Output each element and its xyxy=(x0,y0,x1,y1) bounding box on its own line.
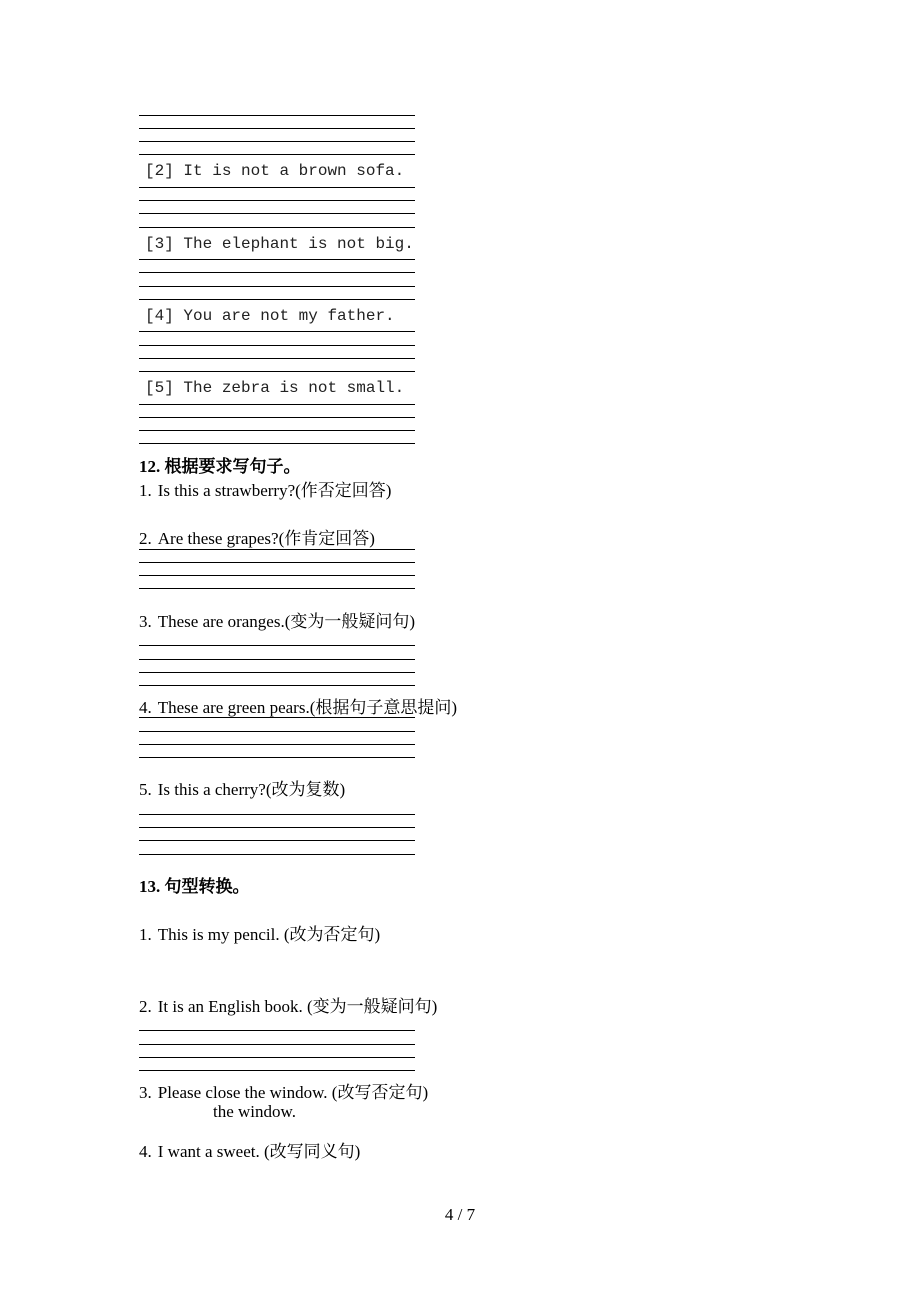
answer-line[interactable] xyxy=(139,731,415,732)
question-item: 1. This is my pencil. (改为否定句) xyxy=(139,925,381,944)
question-item: 3. Please close the window. (改写否定句) xyxy=(139,1083,429,1102)
question-item: 4. These are green pears.(根据句子意思提问) xyxy=(139,698,458,717)
answer-line[interactable] xyxy=(139,672,415,673)
answer-line[interactable] xyxy=(139,549,415,550)
answer-line[interactable] xyxy=(139,259,415,260)
answer-line[interactable] xyxy=(139,757,415,758)
transform-item: [3] The elephant is not big. xyxy=(145,235,414,253)
answer-line[interactable] xyxy=(139,227,415,228)
answer-line[interactable] xyxy=(139,1057,415,1058)
answer-line[interactable] xyxy=(139,272,415,273)
answer-line[interactable] xyxy=(139,685,415,686)
answer-line[interactable] xyxy=(139,562,415,563)
page-number: 4 / 7 xyxy=(444,1205,476,1224)
question-item: 4. I want a sweet. (改写同义句) xyxy=(139,1142,361,1161)
answer-line[interactable] xyxy=(139,154,415,155)
answer-line[interactable] xyxy=(139,417,415,418)
answer-line[interactable] xyxy=(139,575,415,576)
answer-line[interactable] xyxy=(139,331,415,332)
answer-line[interactable] xyxy=(139,358,415,359)
answer-line[interactable] xyxy=(139,404,415,405)
answer-line[interactable] xyxy=(139,659,415,660)
section-13-title: 13. 句型转换。 xyxy=(139,877,250,896)
answer-line[interactable] xyxy=(139,200,415,201)
answer-line[interactable] xyxy=(139,187,415,188)
answer-line[interactable] xyxy=(139,717,415,718)
answer-line[interactable] xyxy=(139,1044,415,1045)
question-item: 5. Is this a cherry?(改为复数) xyxy=(139,780,346,799)
answer-line[interactable] xyxy=(139,141,415,142)
transform-item: [4] You are not my father. xyxy=(145,307,395,325)
answer-line[interactable] xyxy=(139,1030,415,1031)
answer-line[interactable] xyxy=(139,286,415,287)
question-item: 2. Are these grapes?(作肯定回答) xyxy=(139,529,375,548)
answer-line[interactable] xyxy=(139,128,415,129)
answer-line[interactable] xyxy=(139,645,415,646)
transform-item: [5] The zebra is not small. xyxy=(145,379,405,397)
answer-line[interactable] xyxy=(139,371,415,372)
transform-item: [2] It is not a brown sofa. xyxy=(145,162,405,180)
answer-line[interactable] xyxy=(139,299,415,300)
question-item: 3. These are oranges.(变为一般疑问句) xyxy=(139,612,416,631)
question-continuation: the window. xyxy=(213,1102,296,1121)
question-item: 1. Is this a strawberry?(作否定回答) xyxy=(139,481,392,500)
section-12-title: 12. 根据要求写句子。 xyxy=(139,457,301,476)
answer-line[interactable] xyxy=(139,588,415,589)
answer-line[interactable] xyxy=(139,213,415,214)
answer-line[interactable] xyxy=(139,840,415,841)
answer-line[interactable] xyxy=(139,827,415,828)
answer-line[interactable] xyxy=(139,430,415,431)
answer-line[interactable] xyxy=(139,443,415,444)
answer-line[interactable] xyxy=(139,814,415,815)
answer-line[interactable] xyxy=(139,115,415,116)
answer-line[interactable] xyxy=(139,744,415,745)
answer-line[interactable] xyxy=(139,345,415,346)
answer-line[interactable] xyxy=(139,854,415,855)
question-item: 2. It is an English book. (变为一般疑问句) xyxy=(139,997,438,1016)
answer-line[interactable] xyxy=(139,1070,415,1071)
